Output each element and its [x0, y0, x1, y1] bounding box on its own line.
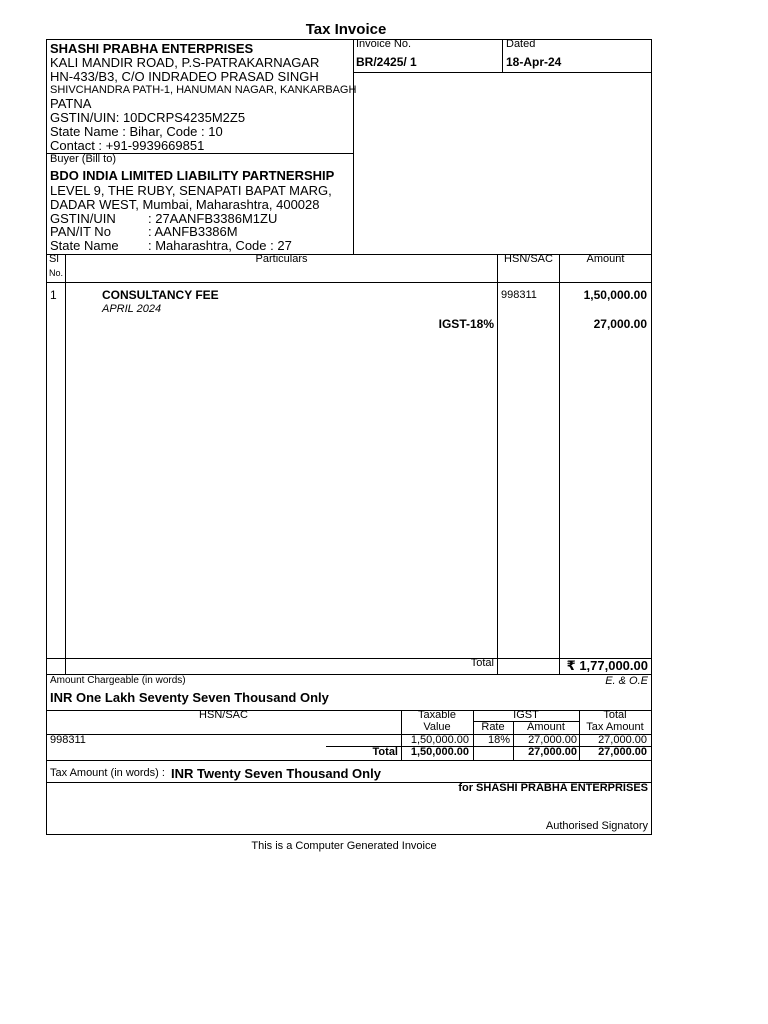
tax-words-value: INR Twenty Seven Thousand Only [171, 766, 381, 781]
col-header-amount: Amount [586, 253, 625, 265]
buyer-address-line: LEVEL 9, THE RUBY, SENAPATI BAPAT MARG, [50, 183, 332, 198]
total-label: Total [470, 657, 494, 669]
col-header-particulars: Particulars [255, 253, 308, 265]
eoe-note: E. & O.E [605, 675, 648, 687]
buyer-name: BDO INDIA LIMITED LIABILITY PARTNERSHIP [50, 168, 335, 183]
invoice-no-label: Invoice No. [356, 38, 412, 50]
seller-state: State Name : Bihar, Code : 10 [50, 124, 223, 139]
buyer-pan-label: PAN/IT No [50, 224, 111, 239]
authorised-signatory: Authorised Signatory [545, 820, 648, 832]
tax-total-amount: 27,000.00 [528, 746, 577, 758]
signature-for: for SHASHI PRABHA ENTERPRISES [458, 782, 648, 794]
tax-header-tax-amount: Tax Amount [586, 721, 644, 733]
amount-words-value: INR One Lakh Seventy Seven Thousand Only [50, 690, 329, 705]
dated-value: 18-Apr-24 [506, 55, 562, 69]
seller-gstin: GSTIN/UIN: 10DCRPS4235M2Z5 [50, 110, 246, 125]
invoice-box-bottom [353, 72, 651, 73]
invoice-title: Tax Invoice [305, 21, 387, 38]
tax-line-label: IGST-18% [438, 317, 494, 331]
items-header-bottom [46, 282, 652, 283]
tax-total-taxable: 1,50,000.00 [410, 746, 469, 758]
tax-header-hsn: HSN/SAC [199, 709, 248, 721]
buyer-label: Buyer (Bill to) [50, 153, 117, 165]
buyer-gstin-value: : 27AANFB3386M1ZU [148, 211, 278, 226]
items-col-hsn [497, 254, 498, 674]
buyer-gstin-label: GSTIN/UIN [50, 211, 116, 226]
tax-header-rate: Rate [481, 721, 505, 733]
amount-words-label: Amount Chargeable (in words) [50, 675, 186, 686]
date-divider [502, 39, 503, 73]
footer-note: This is a Computer Generated Invoice [251, 840, 437, 852]
seller-city: PATNA [50, 96, 92, 111]
tax-row-taxable: 1,50,000.00 [410, 734, 469, 746]
item-description: CONSULTANCY FEE [102, 288, 219, 302]
tax-total-total: 27,000.00 [598, 746, 647, 758]
tax-header-taxable: Taxable [418, 709, 456, 721]
tax-row-hsn: 998311 [50, 734, 86, 746]
item-hsn: 998311 [501, 289, 537, 301]
tax-header-value: Value [423, 721, 451, 733]
seller-contact: Contact : +91-9939669851 [50, 138, 205, 153]
tax-words-label: Tax Amount (in words) : [50, 767, 165, 779]
seller-name: SHASHI PRABHA ENTERPRISES [50, 41, 254, 56]
seller-address-line: SHIVCHANDRA PATH-1, HANUMAN NAGAR, KANKARBAGH [50, 84, 357, 96]
buyer-address-line: DADAR WEST, Mumbai, Maharashtra, 400028 [50, 197, 320, 212]
item-subdescription: APRIL 2024 [102, 303, 162, 315]
col-header-sl: Sl [49, 253, 59, 265]
item-sl: 1 [50, 288, 57, 302]
seller-address-line: HN-433/B3, C/O INDRADEO PRASAD SINGH [50, 69, 319, 84]
tax-total-label: Total [372, 746, 398, 758]
total-amount: ₹ 1,77,000.00 [566, 658, 648, 673]
tax-row-total: 27,000.00 [598, 734, 647, 746]
tax-header-amount: Amount [527, 721, 565, 733]
items-col-sl [65, 254, 66, 674]
frame-right [651, 39, 652, 835]
tax-header-igst: IGST [513, 709, 539, 721]
buyer-pan-value: : AANFB3386M [148, 224, 238, 239]
seller-address-line: KALI MANDIR ROAD, P.S-PATRAKARNAGAR [50, 55, 320, 70]
tax-header-total: Total [603, 709, 627, 721]
buyer-state-value: : Maharashtra, Code : 27 [148, 238, 292, 253]
buyer-state-label: State Name [50, 238, 119, 253]
tax-table-bottom [46, 760, 652, 761]
col-header-hsn: HSN/SAC [504, 253, 553, 265]
col-header-sl-no: No. [49, 268, 64, 278]
tax-line-amount: 27,000.00 [593, 317, 647, 331]
frame-bottom [46, 834, 652, 835]
dated-label: Dated [506, 38, 536, 50]
item-amount: 1,50,000.00 [583, 288, 647, 302]
frame-top [46, 39, 652, 40]
tax-row-amount: 27,000.00 [528, 734, 577, 746]
invoice-no-value: BR/2425/ 1 [356, 55, 417, 69]
tax-row-rate: 18% [487, 734, 510, 746]
